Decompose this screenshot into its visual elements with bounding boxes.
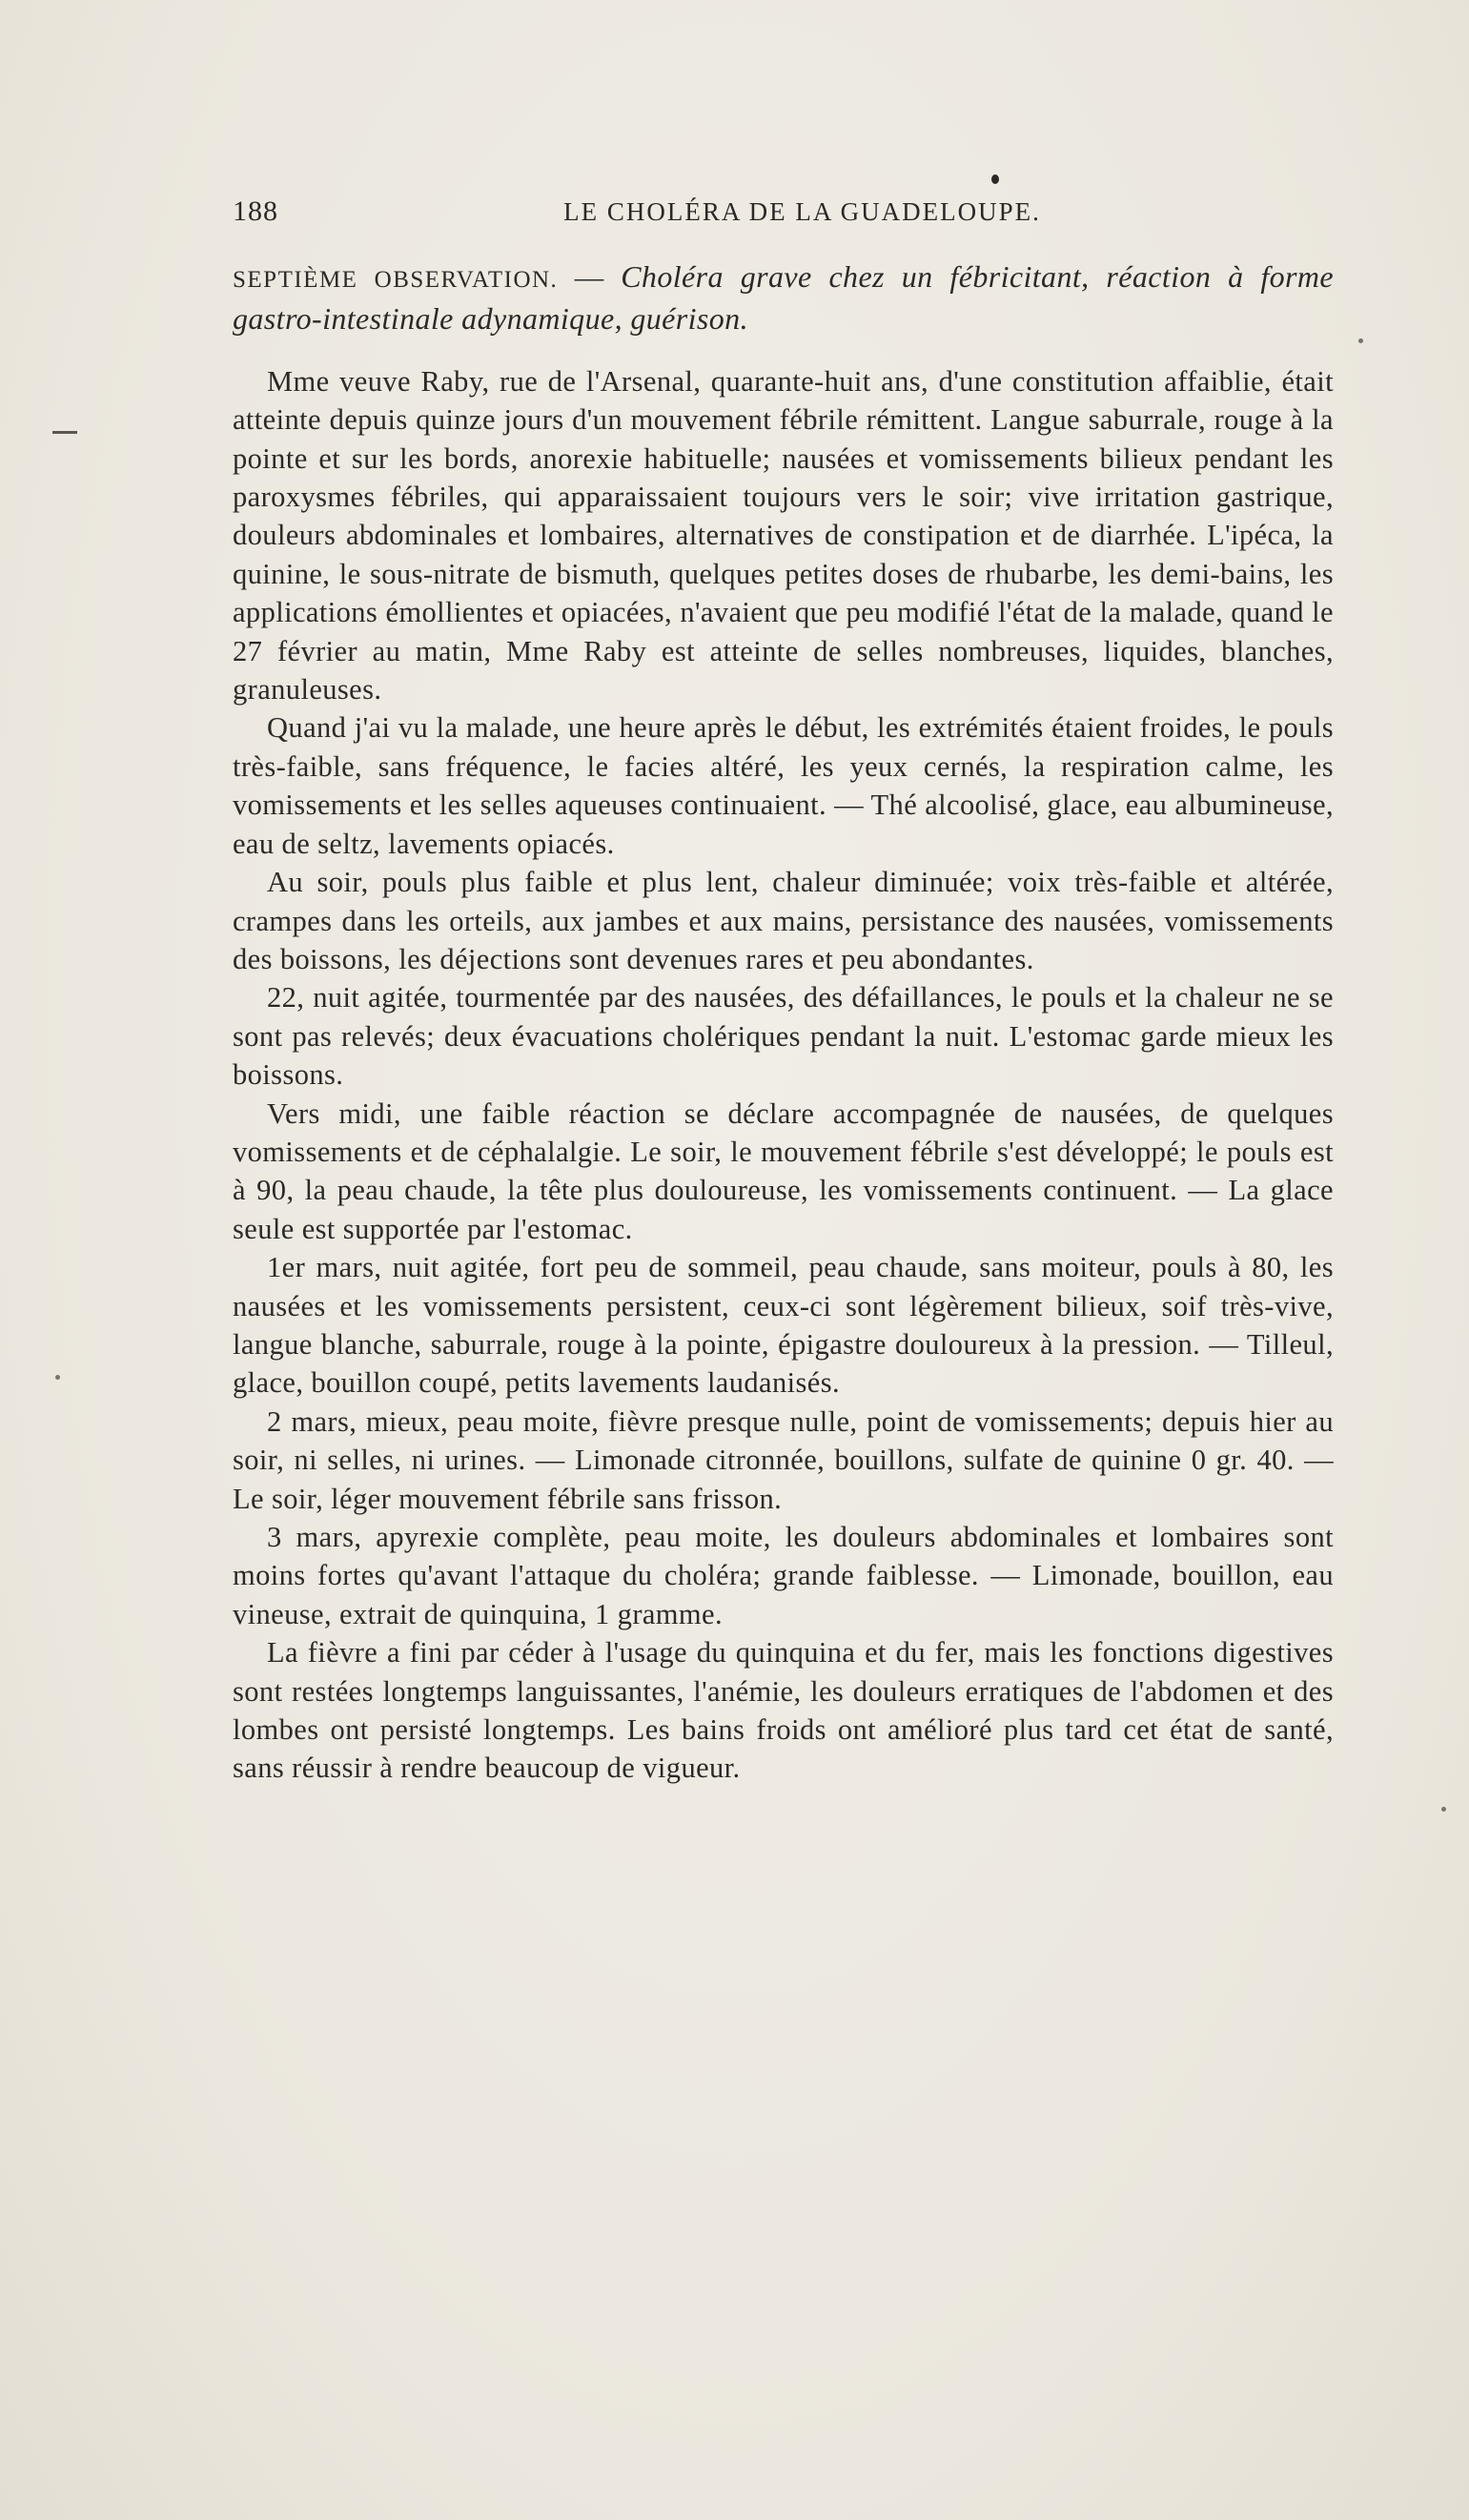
observation-title: Choléra grave chez un fébricitant, réaction à forme gastro-intestinale adynamique, guérison. bbox=[233, 259, 1335, 337]
paragraph: 1er mars, nuit agitée, fort peu de sommeil, peau chaude, sans moiteur, pouls à 80, les nausées et les vomissements persistent, ceux-ci sont légèrement bilieux, soif très-vive, langue blanche, saburrale, rouge à la pointe, épigastre douloureux à la pression. — Tilleul, glace, bouillon coupé, petits lavements laudanisés. bbox=[233, 1251, 1334, 1400]
paragraph: 2 mars, mieux, peau moite, fièvre presque nulle, point de vomissements; depuis hier au soir, ni selles, ni urines. — Limonade citronnée, bouillons, sulfate de quinine 0 gr. 40. — Le soir, léger mouvement fébrile sans frisson. bbox=[233, 1404, 1334, 1515]
paper-speck bbox=[1441, 1807, 1446, 1812]
paragraph: 3 mars, apyrexie complète, peau moite, les douleurs abdominales et lombaires sont moins fortes qu'avant l'attaque du choléra; grande faiblesse. — Limonade, bouillon, eau vineuse, extrait de quinquina, 1 gramme. bbox=[233, 1521, 1334, 1630]
paragraph: Quand j'ai vu la malade, une heure après le début, les extrémités étaient froides, le pouls très-faible, sans fréquence, le facies altéré, les yeux cernés, la respiration calme, les vomissements et les selles aqueuses continuaient. — Thé alcoolisé, glace, eau albumineuse, eau de seltz, lavements opiacés. bbox=[233, 711, 1334, 860]
paragraph: La fièvre a fini par céder à l'usage du quinquina et du fer, mais les fonctions digestives sont restées longtemps languissantes, l'anémie, les douleurs erratiques de l'abdomen et des lombes ont persisté longtemps. Les bains froids ont amélioré plus tard cet état de santé, sans réussir à rendre beaucoup de vigueur. bbox=[233, 1636, 1334, 1785]
paragraph: Au soir, pouls plus faible et plus lent, chaleur diminuée; voix très-faible et altérée, crampes dans les orteils, aux jambes et aux mains, persistance des nausées, vomissements des boissons, les déjections sont devenues rares et peu abondantes. bbox=[233, 866, 1334, 975]
observation-heading bbox=[233, 257, 1334, 339]
paragraph: Mme veuve Raby, rue de l'Arsenal, quarante-huit ans, d'une constitution affaiblie, était atteinte depuis quinze jours d'un mouvement fébrile rémittent. Langue saburrale, rouge à la pointe et sur les bords, anorexie habituelle; nausées et vomissements bilieux pendant les paroxysmes fébriles, qui apparaissaient toujours vers le soir; vive irritation gastrique, douleurs abdominales et lombaires, alternatives de constipation et de diarrhée. L'ipéca, la quinine, le sous-nitrate de bismuth, quelques petites doses de rhubarbe, les demi-bains, les applications émollientes et opiacées, n'avaient que peu modifié l'état de la malade, quand le 27 février au matin, Mme Raby est atteinte de selles nombreuses, liquides, blanches, granuleuses. bbox=[233, 364, 1334, 707]
page-number: 188 bbox=[233, 195, 278, 227]
margin-mark bbox=[52, 431, 77, 434]
paper-speck bbox=[55, 1375, 60, 1380]
paragraph: Vers midi, une faible réaction se déclare accompagnée de nausées, de quelques vomissements et de céphalalgie. Le soir, le mouvement fébrile s'est développé; le pouls est à 90, la peau chaude, la tête plus douloureuse, les vomissements continuent. — La glace seule est supportée par l'estomac. bbox=[233, 1096, 1334, 1245]
observation-label: SEPTIÈME OBSERVATION. bbox=[233, 267, 559, 293]
body-text bbox=[233, 257, 1334, 1788]
running-title: LE CHOLÉRA DE LA GUADELOUPE. bbox=[563, 197, 1041, 226]
paragraph: 22, nuit agitée, tourmentée par des nausées, des défaillances, le pouls et la chaleur ne se sont pas relevés; deux évacuations cholériques pendant la nuit. L'estomac garde mieux les boissons. bbox=[233, 981, 1334, 1092]
page-header bbox=[233, 195, 1334, 243]
header-speck bbox=[991, 174, 999, 184]
paper-speck bbox=[1358, 338, 1363, 343]
heading-dash: — bbox=[558, 261, 622, 294]
